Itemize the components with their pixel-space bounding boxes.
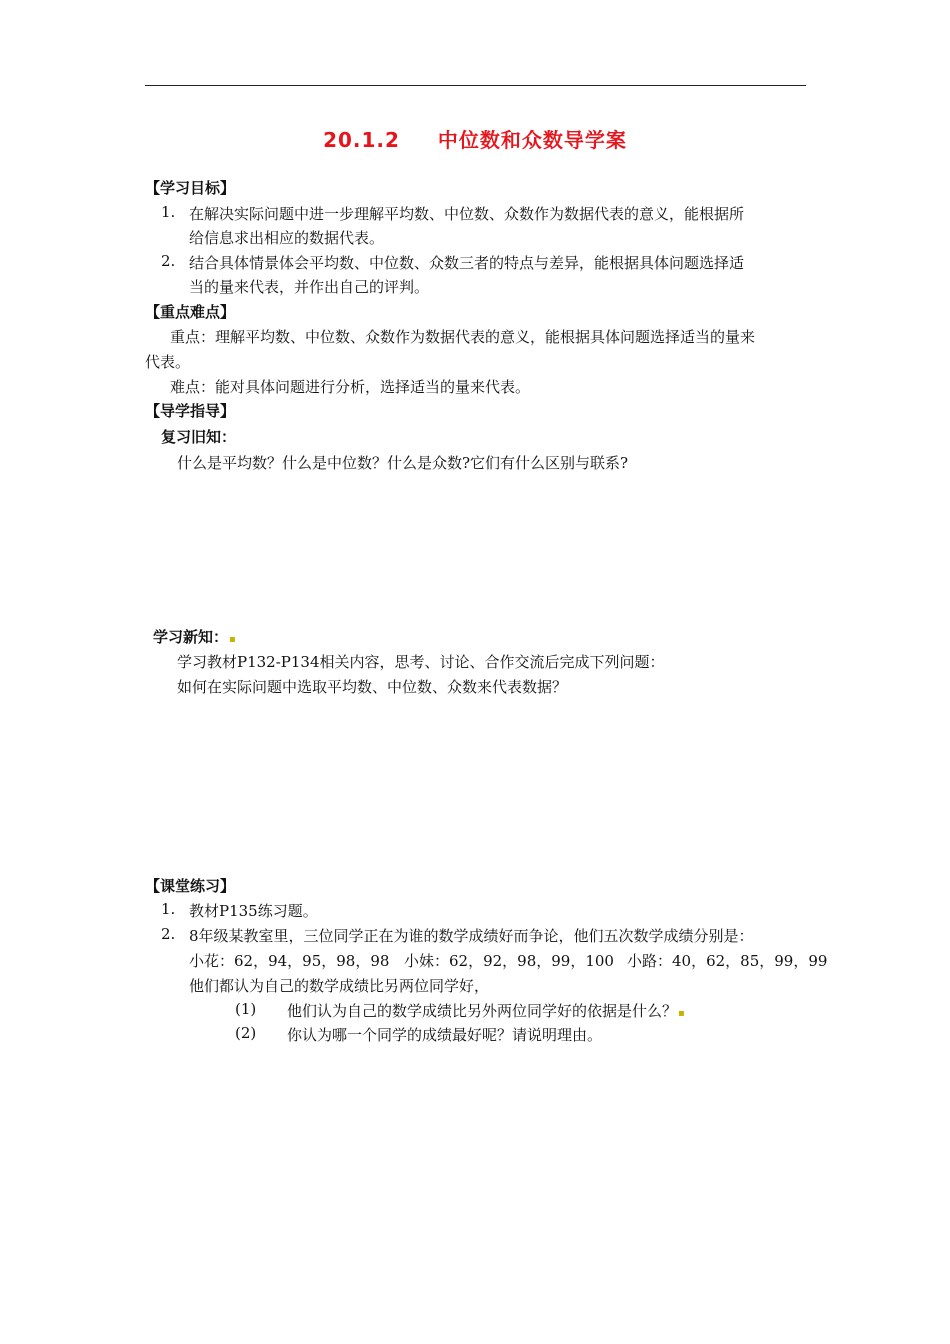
new-knowledge-line2: 如何在实际问题中选取平均数、中位数、众数来代表数据？	[177, 678, 568, 696]
dot-mark-icon: ▪	[678, 1008, 685, 1019]
objective-2-line2: 当的量来代表，并作出自己的评判。	[189, 278, 430, 296]
practice-1-text: 教材P135练习题。	[189, 902, 318, 920]
key-point-line2: 代表。	[145, 353, 191, 371]
review-question: 什么是平均数？什么是中位数？什么是众数?它们有什么区别与联系?	[177, 454, 629, 472]
objective-1-line2: 给信息求出相应的数据代表。	[189, 229, 385, 247]
sub-question-1	[287, 1000, 686, 1021]
title-number: 20.1.2	[323, 128, 400, 152]
sub-question-1-text: 他们认为自己的数学成绩比另外两位同学好的依据是什么？	[287, 1002, 678, 1020]
score-xiaolu: 小路：40，62，85，99，99	[627, 952, 828, 970]
objective-2-number: 2.	[161, 252, 176, 270]
guide-heading: 【导学指导】	[145, 402, 236, 420]
practice-2-line3: 他们都认为自己的数学成绩比另两位同学好，	[189, 977, 490, 995]
new-knowledge-heading	[153, 626, 237, 647]
page-title	[0, 124, 950, 153]
sub-question-2-text: 你认为哪一个同学的成绩最好呢？请说明理由。	[287, 1026, 603, 1044]
sub-question-2-number: (2)	[235, 1024, 257, 1042]
score-xiaohua: 小花：62，94，95，98，98	[189, 952, 390, 970]
dot-mark-icon: ▪	[229, 634, 236, 645]
practice-2-line1: 8年级某教室里，三位同学正在为谁的数学成绩好而争论，他们五次数学成绩分别是：	[189, 927, 754, 945]
review-heading: 复习旧知：	[161, 428, 237, 446]
new-knowledge-heading-text: 学习新知：	[153, 628, 229, 646]
practice-2-number: 2.	[161, 925, 176, 943]
key-point-line1: 重点：理解平均数、中位数、众数作为数据代表的意义，能根据具体问题选择适当的量来	[170, 328, 756, 346]
practice-heading: 【课堂练习】	[145, 877, 236, 895]
difficulty-line: 难点：能对具体问题进行分析，选择适当的量来代表。	[170, 378, 531, 396]
key-points-heading: 【重点难点】	[145, 303, 236, 321]
objective-2-line1: 结合具体情景体会平均数、中位数、众数三者的特点与差异，能根据具体问题选择适	[189, 254, 745, 272]
sub-question-1-number: (1)	[235, 1000, 257, 1018]
objective-1-line1: 在解决实际问题中进一步理解平均数、中位数、众数作为数据代表的意义，能根据所	[189, 205, 745, 223]
objective-1-number: 1.	[161, 203, 176, 221]
objectives-heading: 【学习目标】	[145, 179, 236, 197]
new-knowledge-line1: 学习教材P132-P134相关内容，思考、讨论、合作交流后完成下列问题：	[177, 653, 665, 671]
title-text: 中位数和众数导学案	[437, 128, 627, 152]
practice-1-number: 1.	[161, 900, 176, 918]
header-rule	[145, 85, 806, 86]
score-xiaomei: 小妹：62，92，98，99，100	[404, 952, 614, 970]
